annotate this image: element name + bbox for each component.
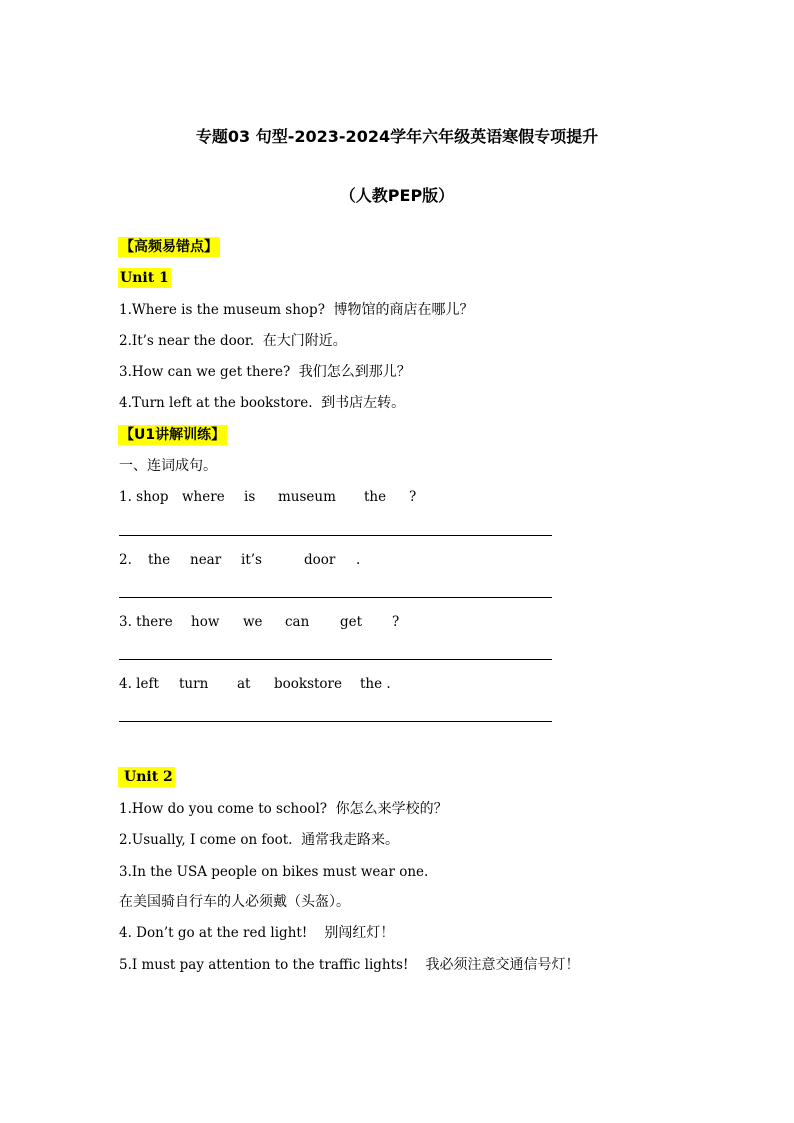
unit2-sentence-5 [119,955,580,975]
sentence-cn: 在大门附近。 [262,333,347,349]
document-subtitle: （人教PEP版） [339,186,455,205]
exercise-3 [119,612,399,632]
document-title: 专题03 句型-2023-2024学年六年级英语寒假专项提升 [195,127,599,146]
word: can [285,614,310,630]
practice-label: 【U1讲解训练】 [120,427,226,443]
sentence-en: 3.In the USA people on bikes must wear one. [119,864,429,880]
word: it’s [241,552,262,568]
word: bookstore [274,676,343,692]
sentence-cn: 我们怎么到那儿？ [298,364,411,380]
unit2-sentence-3-translation [119,892,350,912]
sentence-cn: 我必须注意交通信号灯！ [425,957,580,973]
unit1-sentence-3 [119,362,411,382]
sentence-cn: 别闯红灯！ [324,925,395,941]
sentence-cn: 到书店左转。 [321,395,406,411]
sentence-cn: 你怎么来学校的？ [335,801,448,817]
word: turn [179,676,209,692]
word: 1. shop [119,489,169,505]
word: is [244,489,256,505]
word: where [182,489,225,505]
word: get [340,614,363,630]
word: we [243,614,263,630]
practice-part-title: 一、连词成句。 [119,458,217,474]
sentence-en: 5.I must pay attention to the traffic lights! [119,957,409,973]
exercise-1 [119,487,416,507]
word: 2. [119,552,132,568]
sentence-en: 2.It’s near the door. [119,333,255,349]
word: 4. left [119,676,159,692]
word: 3. there [119,614,173,630]
section-mistakes-label: 【高频易错点】 [120,239,218,255]
word: the . [360,676,391,692]
unit1-sentence-2 [119,331,347,351]
unit2-sentence-1 [119,799,448,819]
word: the [364,489,387,505]
sentence-en: 1.Where is the museum shop? [119,302,325,318]
sentence-en: 4.Turn left at the bookstore. [119,395,313,411]
word: the [148,552,171,568]
sentence-en: 3.How can we get there? [119,364,291,380]
sentence-en: 2.Usually, I come on foot. [119,832,293,848]
sentence-cn: 在美国骑自行车的人必须戴（头盔）。 [119,894,350,910]
unit1-sentence-1 [119,300,474,320]
unit2-sentence-3 [119,862,428,882]
sentence-en: 1.How do you come to school? [119,801,328,817]
word: museum [278,489,336,505]
unit1-sentence-4 [119,393,405,413]
sentence-cn: 博物馆的商店在哪儿？ [333,302,474,318]
unit1-label: Unit 1 [120,270,169,286]
word: ? [392,614,400,630]
answer-line-1[interactable] [119,535,552,536]
word: . [356,552,361,568]
word: at [237,676,251,692]
unit2-sentence-2 [119,830,399,850]
exercise-4 [119,674,391,694]
exercise-2 [119,550,360,570]
unit2-label: Unit 2 [118,767,175,787]
word: door [304,552,336,568]
word: near [190,552,222,568]
answer-line-2[interactable] [119,597,552,598]
sentence-cn: 通常我走路来。 [301,832,400,848]
word: how [191,614,220,630]
word: ? [409,489,417,505]
sentence-en: 4. Don’t go at the red light! [119,925,308,941]
unit2-sentence-4 [119,923,394,943]
answer-line-4[interactable] [119,721,552,722]
answer-line-3[interactable] [119,659,552,660]
